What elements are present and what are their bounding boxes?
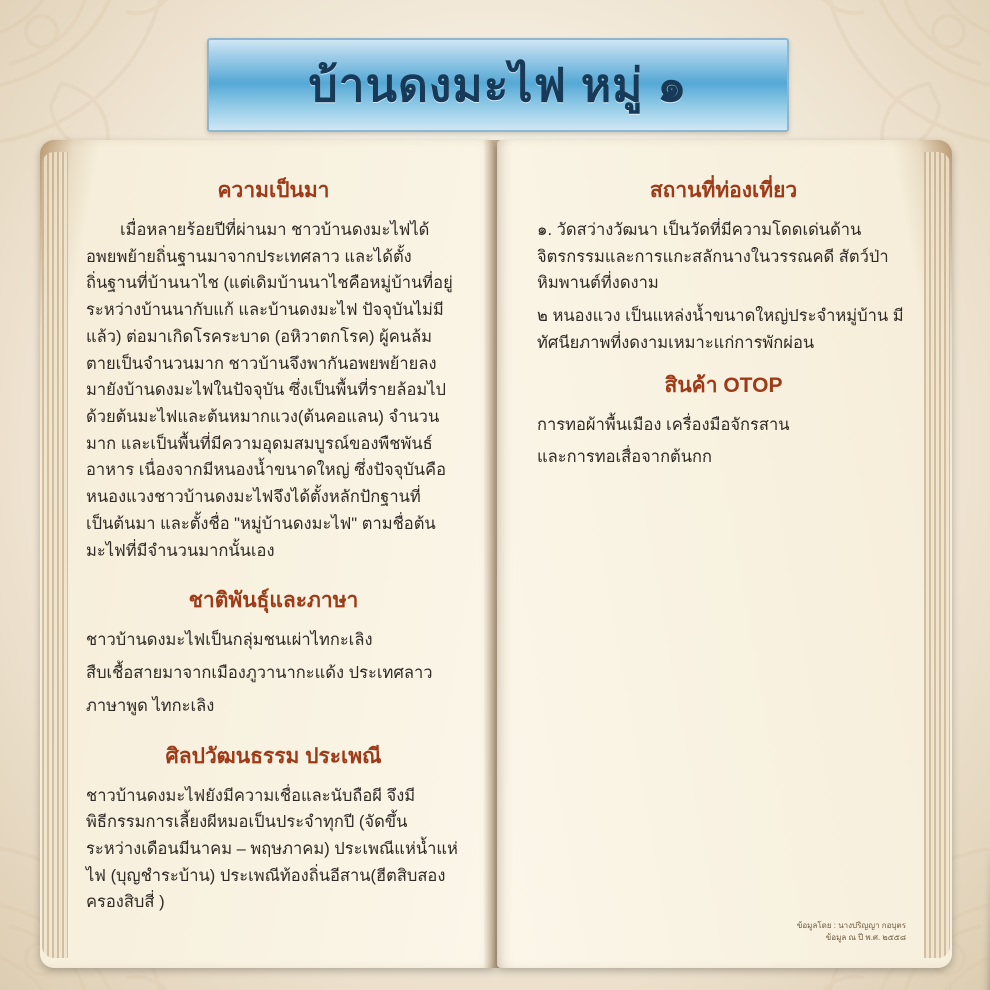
left-page-content <box>86 174 461 936</box>
paragraph-ethnicity-2: สืบเชื้อสายมาจากเมืองภูวานากะแด้ง ประเทศลาว <box>86 664 433 683</box>
credit-line-2: ข้อมูล ณ ปี พ.ศ. ๒๕๕๘ <box>825 933 906 942</box>
section-ethnicity <box>86 584 461 719</box>
right-page-content <box>537 174 910 491</box>
section-heading-ethnicity: ชาติพันธุ์และภาษา <box>188 589 359 613</box>
page-title: บ้านดงมะไฟ หมู่ ๑ <box>308 58 688 111</box>
credit-line-1: ข้อมูลโดย : นางปริญญา กอบุตร <box>796 921 906 930</box>
section-attractions <box>537 174 910 357</box>
paragraph-ethnicity-1: ชาวบ้านดงมะไฟเป็นกลุ่มชนเผ่าไทกะเลิง <box>86 631 373 650</box>
page-edge-right <box>924 152 950 958</box>
paragraph-attraction-2: ๒ หนองแวง เป็นแหล่งน้ำขนาดใหญ่ประจำหมู่บ้าน มีทัศนียภาพที่งดงามเหมาะแก่การพักผ่อน <box>537 307 904 352</box>
paragraph-history: เมื่อหลายร้อยปีที่ผ่านมา ชาวบ้านดงมะไฟได้อพยพย้ายถิ่นฐานมาจากประเทศลาว และได้ตั้งถิ่นฐานที่บ้านนาไช (แต่เดิมบ้านนาไชคือหมู่บ้านที่อยู่ระหว่างบ้านนากับแก้ และบ้านดงมะไฟ ปัจจุบันไม่มีแล้ว) ต่อมาเกิดโรคระบาด (อหิวาตกโรค) ผู้คนล้มตายเป็นจำนวนมาก ชาวบ้านจึงพากันอพยพย้ายลงมายังบ้านดงมะไฟในปัจจุบัน ซึ่งเป็นพื้นที่รายล้อมไปด้วยต้นมะไฟและต้นหมากแวง(ต้นคอแลน) จำนวนมาก และเป็นพื้นที่มีความอุดมสมบูรณ์ของพืชพันธ์อาหาร เนื่องจากมีหนองน้ำขนาดใหญ่ ซึ่งปัจจุบันคือ หนองแวงชาวบ้านดงมะไฟจึงได้ตั้งหลักปักฐานที่เป็นต้นมา และตั้งชื่อ "หมู่บ้านดงมะไฟ" ตามชื่อต้นมะไฟที่มีจำนวนมากนั้นเอง <box>86 221 453 560</box>
page-edge-left <box>42 152 68 958</box>
section-heading-otop: สินค้า OTOP <box>664 373 783 397</box>
paragraph-otop-1: การทอผ้าพื้นเมือง เครื่องมือจักรสาน <box>537 415 790 434</box>
credit-note <box>797 920 906 944</box>
book-page-right <box>497 140 952 968</box>
section-heading-culture: ศิลปวัฒนธรรม ประเพณี <box>165 744 382 768</box>
paragraph-otop-2: และการทอเสื่อจากต้นกก <box>537 448 713 467</box>
section-culture <box>86 740 461 917</box>
paragraph-attraction-1: ๑. วัดสว่างวัฒนา เป็นวัดที่มีความโดดเด่นด้านจิตรกรรมและการแกะสลักนางในวรรณคดี สัตว์ป่าหิมพานต์ที่งดงาม <box>537 221 889 293</box>
section-heading-history: ความเป็นมา <box>217 179 330 202</box>
open-book <box>40 140 952 968</box>
paragraph-ethnicity-3: ภาษาพูด ไทกะเลิง <box>86 696 215 715</box>
title-banner <box>207 38 789 132</box>
section-history <box>86 174 461 564</box>
section-otop <box>537 369 910 471</box>
book-page-left <box>40 140 495 968</box>
section-heading-attractions: สถานที่ท่องเที่ยว <box>649 179 798 202</box>
paragraph-culture: ชาวบ้านดงมะไฟยังมีความเชื่อและนับถือผี จึงมีพิธีกรรมการเลี้ยงผีหมอเป็นประจำทุกปี (จัดขึ้นระหว่างเดือนมีนาคม – พฤษภาคม) ประเพณีแห่น้ำแห่ไฟ (บุญชำระบ้าน) ประเพณีท้องถิ่นอีสาน(ฮีตสิบสองครองสิบสี่ ) <box>86 786 458 912</box>
